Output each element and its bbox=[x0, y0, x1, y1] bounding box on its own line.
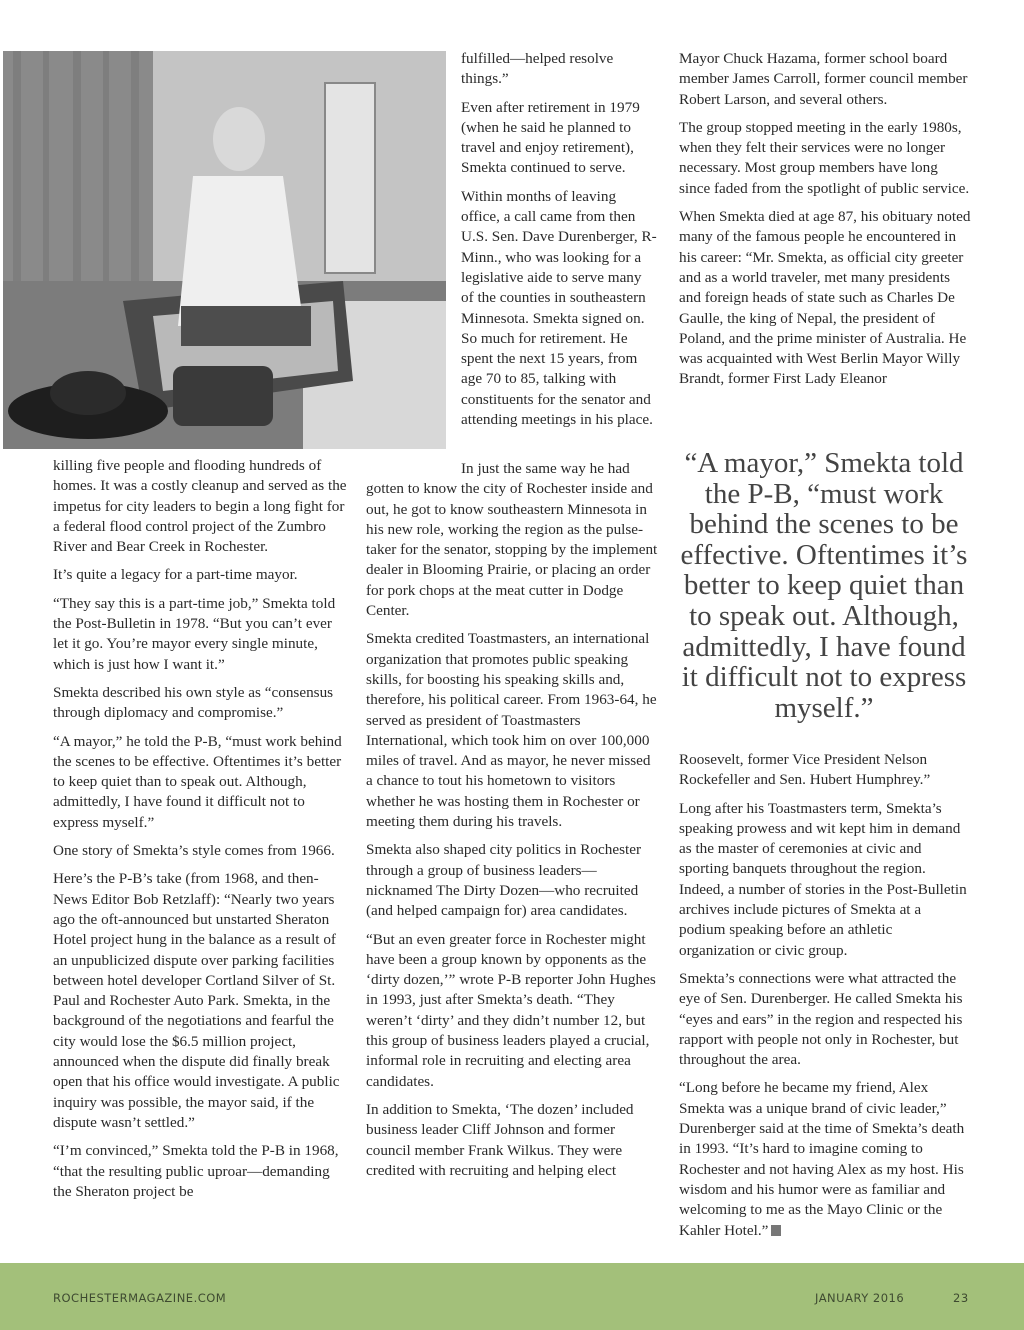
pull-quote: “A mayor,” Smekta told the P-B, “must work behind the scenes to be effective. Oftentimes it’s better to keep quiet than to speak out. Although, admittedly, I have found it difficult not to express myself.” bbox=[680, 447, 968, 724]
paragraph-last bbox=[679, 1078, 971, 1240]
paragraph: Roosevelt, former Vice President Nelson Rockefeller and Sen. Hubert Humphrey.” bbox=[679, 751, 931, 789]
paragraph: In addition to Smekta, ‘The dozen’ included business leader Cliff Johnson and former council member Frank Wilkus. They were credited with recruiting and helping elect bbox=[366, 1100, 634, 1179]
paragraph: fulfilled—helped resolve things.” bbox=[461, 50, 614, 88]
paragraph: It’s quite a legacy for a part-time mayor. bbox=[53, 566, 298, 584]
paragraph: “But an even greater force in Rochester might have been a group known by opponents as the ‘dirty dozen,’” wrote P-B reporter John Hughes in 1993, just after Smekta’s death. “They weren’t ‘dirty’ and they didn’t number 12, but this group of business leaders played a crucial, informal role in recruiting and electing area candidates. bbox=[366, 930, 656, 1090]
paragraph: Smekta described his own style as “consensus through diplomacy and compromise.” bbox=[53, 683, 334, 722]
footer-site-link[interactable]: ROCHESTERMAGAZINE.COM bbox=[53, 1291, 227, 1305]
column-3-top bbox=[679, 49, 971, 398]
paragraph: Long after his Toastmasters term, Smekta’s speaking prowess and wit kept him in demand as the master of ceremonies at civic and sporting banquets throughout the region. Indeed, a number of stories in the Post-Bulletin archives include pictures of Smekta at a podium speaking before an athletic organization or civic group. bbox=[679, 799, 967, 959]
paragraph: Even after retirement in 1979 (when he said he planned to travel and enjoy retirement), Smekta continued to serve. bbox=[461, 98, 640, 177]
paragraph: Mayor Chuck Hazama, former school board member James Carroll, former council member Robert Larson, and several others. bbox=[679, 50, 968, 108]
paragraph: The group stopped meeting in the early 1980s, when they felt their services were no longer necessary. Most group members have long since faded from the spotlight of public service. bbox=[679, 118, 970, 197]
page-number: 23 bbox=[953, 1291, 969, 1305]
end-mark-icon bbox=[771, 1225, 781, 1236]
footer-date: JANUARY 2016 bbox=[815, 1291, 905, 1305]
paragraph: Smekta credited Toastmasters, an international organization that promotes public speaking skills, for boosting his speaking skills and, therefore, his political career. From 1963-64, he served as president of Toastmasters International, which took him on over 100,000 miles of travel. And as mayor, he never missed a chance to tout his hometown to visitors whether he was hosting them in Rochester or meeting them during his travels. bbox=[366, 630, 657, 831]
paragraph: In just the same way he had gotten to know the city of Rochester inside and out, he got to know southeastern Minnesota in his new role, working the region as the pulse-taker for the senator, stopping by the implement dealer in Blooming Prairie, or placing an order for pork chops at the meat cutter in Dodge Center. bbox=[366, 460, 658, 620]
paragraph: Smekta’s connections were what attracted the eye of Sen. Durenberger. He called Smekta his “eyes and ears” in the region and respected his rapport with people not only in Rochester, but throughout the area. bbox=[679, 969, 963, 1069]
paragraph: “They say this is a part-time job,” Smekta told the Post-Bulletin in 1978. “But you can’t ever let it go. You’re mayor every single minute, which is just how I want it.” bbox=[53, 594, 336, 673]
paragraph: When Smekta died at age 87, his obituary noted many of the famous people he encountered in his career: “Mr. Smekta, as official city greeter and as a world traveler, met many presidents and foreign heads of state such as Charles De Gaulle, the king of Nepal, the president of Poland, and the prime minister of Australia. He was acquainted with West Berlin Mayor Willy Brandt, former First Lady Eleanor bbox=[679, 208, 971, 388]
paragraph: Here’s the P-B’s take (from 1968, and then-News Editor Bob Retzlaff): “Nearly two years ago the oft-announced but unstarted Sheraton Hotel project hung in the balance as a result of an unpublicized dispute over parking facilities between hotel developer Cortland Silver of St. Paul and Rochester Auto Park. Smekta, in the background of the negotiations and fearful the city would lose the $6.5 million project, announced when the dispute did finally break open that his office would investigate. A public inquiry was possible, the mayor said, if the dispute wasn’t settled.” bbox=[53, 870, 340, 1131]
page-footer bbox=[0, 1263, 1024, 1330]
column-2 bbox=[366, 459, 658, 1189]
column-3-bottom bbox=[679, 750, 971, 1249]
column-1 bbox=[53, 456, 347, 1210]
paragraph: killing five people and flooding hundreds of homes. It was a costly cleanup and served as the impetus for city leaders to begin a long fight for a federal flood control project of the Zumbro River and Bear Creek in Rochester. bbox=[53, 457, 347, 556]
photo-illustration bbox=[3, 51, 446, 449]
article-photo bbox=[3, 51, 446, 449]
paragraph-text: “Long before he became my friend, Alex Smekta was a unique brand of civic leader,” Durenberger said at the time of Smekta’s death in 1993. “It’s hard to imagine coming to Rochester and not having Alex as my host. His wisdom and his humor were as familiar and welcoming to me as the Mayo Clinic or the Kahler Hotel.” bbox=[679, 1079, 965, 1239]
column-2-top bbox=[461, 49, 657, 438]
paragraph: “A mayor,” he told the P-B, “must work behind the scenes to be effective. Oftentimes it’s better to keep quiet than to speak out. Although, admittedly, I have found it difficult not to express myself.” bbox=[53, 732, 342, 831]
paragraph: “I’m convinced,” Smekta told the P-B in 1968, “that the resulting public uproar—demanding the Sheraton project be bbox=[53, 1142, 339, 1200]
paragraph: One story of Smekta’s style comes from 1966. bbox=[53, 842, 335, 860]
paragraph: Within months of leaving office, a call came from then U.S. Sen. Dave Durenberger, R-Minn., who was looking for a legislative aide to serve many of the counties in southeastern Minnesota. Smekta signed on. So much for retirement. He spent the next 15 years, from age 70 to 85, talking with constituents for the senator and attending meetings in his place. bbox=[461, 187, 657, 429]
paragraph: Smekta also shaped city politics in Rochester through a group of business leaders—nicknamed The Dirty Dozen—who recruited (and helped campaign for) area candidates. bbox=[366, 841, 642, 920]
